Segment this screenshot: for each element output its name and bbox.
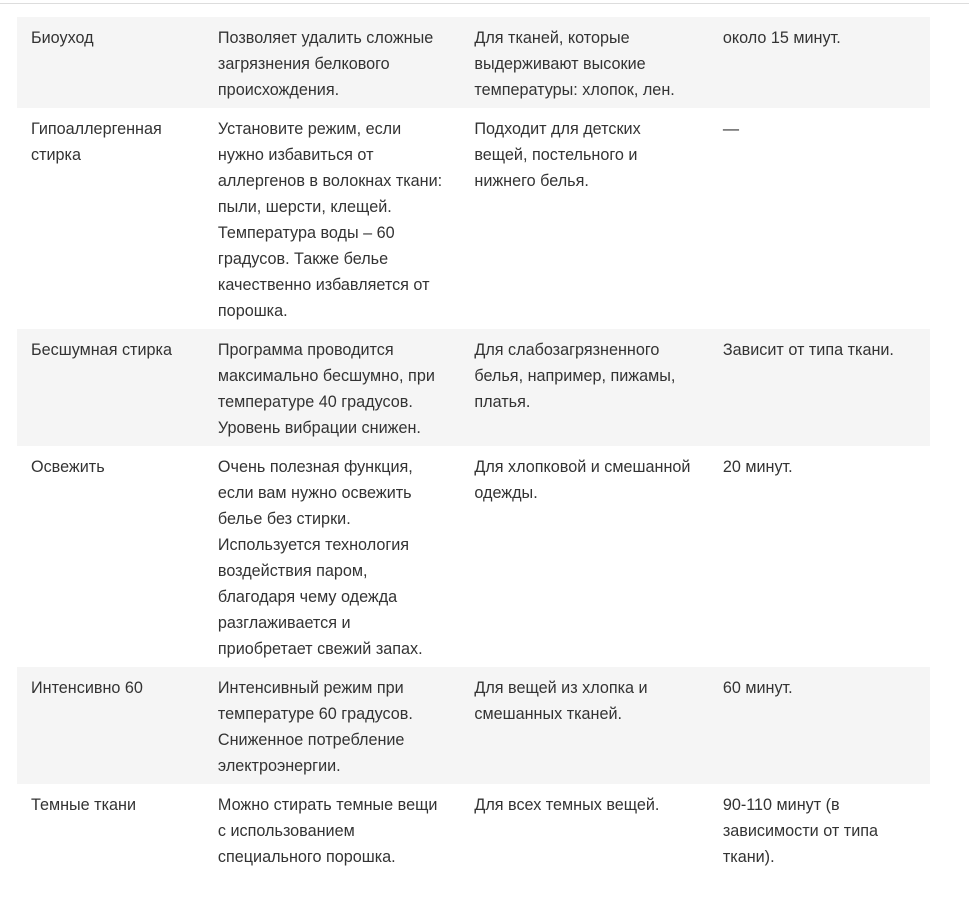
table-row: [17, 784, 930, 875]
duration-cell: 20 минут.: [709, 446, 930, 667]
duration-cell: Зависит от типа ткани.: [709, 329, 930, 446]
fabrics-cell: Для хлопковой и смешанной одежды.: [460, 446, 708, 667]
fabrics-cell: Подходит для детских вещей, постельного и нижнего белья.: [460, 108, 708, 329]
duration-cell: 90-110 минут (в зависимости от типа ткани).: [709, 784, 930, 875]
duration-cell: около 15 минут.: [709, 17, 930, 108]
table-row: [17, 446, 930, 667]
mode-cell: Гипоаллергенная стирка: [17, 108, 204, 329]
mode-cell: Бесшумная стирка: [17, 329, 204, 446]
fabrics-cell: Для тканей, которые выдерживают высокие температуры: хлопок, лен.: [460, 17, 708, 108]
description-cell: Можно стирать темные вещи с использованием специального порошка.: [204, 784, 460, 875]
mode-cell: Биоуход: [17, 17, 204, 108]
fabrics-cell: Для всех темных вещей.: [460, 784, 708, 875]
mode-cell: Интенсивно 60: [17, 667, 204, 784]
description-cell: Установите режим, если нужно избавиться от аллергенов в волокнах ткани: пыли, шерсти, клещей. Температура воды – 60 градусов. Также белье качественно избавляется от порошка.: [204, 108, 460, 329]
mode-cell: Темные ткани: [17, 784, 204, 875]
description-cell: Позволяет удалить сложные загрязнения белкового происхождения.: [204, 17, 460, 108]
table-row: [17, 17, 930, 108]
description-cell: Интенсивный режим при температуре 60 градусов. Сниженное потребление электроэнергии.: [204, 667, 460, 784]
fabrics-cell: Для слабозагрязненного белья, например, пижамы, платья.: [460, 329, 708, 446]
duration-cell: 60 минут.: [709, 667, 930, 784]
description-cell: Очень полезная функция, если вам нужно освежить белье без стирки. Используется технология воздействия паром, благодаря чему одежда разглаживается и приобретает свежий запах.: [204, 446, 460, 667]
top-divider: [0, 3, 969, 4]
table-row: [17, 667, 930, 784]
washing-modes-table: [17, 17, 930, 875]
table-row: [17, 329, 930, 446]
mode-cell: Освежить: [17, 446, 204, 667]
table-row: [17, 108, 930, 329]
duration-cell: —: [709, 108, 930, 329]
description-cell: Программа проводится максимально бесшумно, при температуре 40 градусов. Уровень вибрации снижен.: [204, 329, 460, 446]
fabrics-cell: Для вещей из хлопка и смешанных тканей.: [460, 667, 708, 784]
